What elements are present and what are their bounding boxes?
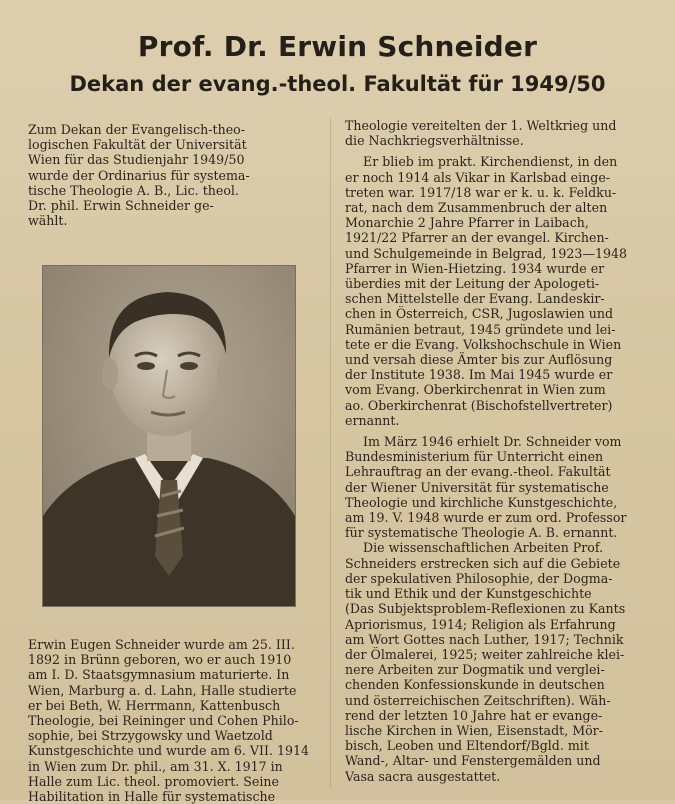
article-subtitle: Dekan der evang.-theol. Fakultät für 1949/50 [69,72,606,96]
text-line: der Ölmalerei, 1925; weiter zahlreiche klei- [345,646,625,662]
text-line: chen in Österreich, CSR, Jugoslawien und [345,306,614,322]
text-line: Schneiders erstrecken sich auf die Gebiete [345,555,621,571]
text-line: Lehrauftrag an der evang.-theol. Fakultät [345,464,611,480]
text-line: Halle zum Lic. theol. promoviert. Seine [28,773,279,789]
text-line: der Wiener Universität für systematische [345,479,609,495]
text-line: in Wien zum Dr. phil., am 31. X. 1917 in [28,758,283,774]
text-line: er noch 1914 als Vikar in Karlsbad einge- [345,169,611,185]
text-line: logischen Fakultät der Universität [28,137,247,153]
text-line: tete er die Evang. Volkshochschule in Wien [345,336,622,352]
text-line: rend der letzten 10 Jahre hat er evange- [345,707,603,723]
right-column [345,118,663,784]
text-line: für systematische Theologie A. B. ernannt. [345,525,618,541]
text-line: tische Theologie A. B., Lic. theol. [28,182,239,198]
text-line: Monarchie 2 Jahre Pfarrer in Laibach, [345,215,589,231]
text-line: ao. Oberkirchenrat (Bischofstellvertreter) [345,397,613,413]
text-line: Bundesministerium für Unterricht einen [345,449,604,465]
text-line: vom Evang. Oberkirchenrat in Wien zum [345,382,606,398]
text-line: Vasa sacra ausgestattet. [345,768,501,784]
text-line: schen Mittelstelle der Evang. Landeskir- [345,291,605,307]
portrait-image [43,266,295,606]
text-line: nere Arbeiten zur Dogmatik und verglei- [345,662,605,678]
text-line: Wand-, Altar- und Fenstergemälden und [345,753,601,769]
text-line: überdies mit der Leitung der Apologeti- [345,276,600,292]
text-line: Theologie, bei Reininger und Cohen Philo- [28,713,299,729]
text-line: und Schulgemeinde in Belgrad, 1923—1948 [345,245,628,261]
text-line: und österreichischen Zeitschriften). Wäh- [345,692,611,708]
text-line: Die wissenschaftlichen Arbeiten Prof. [363,540,604,556]
text-line: Rumänien betraut, 1945 gründete und lei- [345,321,616,337]
text-line: er bei Beth, W. Herrmann, Kattenbusch [28,697,281,713]
text-line: Erwin Eugen Schneider wurde am 25. III. [28,637,295,652]
text-line: 1921/22 Pfarrer an der evangel. Kirchen- [345,230,609,246]
text-line: Wien für das Studienjahr 1949/50 [28,152,245,168]
text-line: Habilitation in Halle für systematische [28,789,276,804]
career-paragraph [345,154,663,428]
text-line: rat, nach dem Zusammenbruch der alten [345,200,608,216]
text-line: Theologie und kirchliche Kunstgeschichte, [345,494,618,510]
text-line: Kunstgeschichte und wurde am 6. VII. 1914 [28,743,310,759]
text-line: bisch, Leoben und Eltendorf/Bgld. mit [345,738,589,754]
text-line: der spekulativen Philosophie, der Dogma- [345,570,613,586]
text-line: (Das Subjektsproblem-Reflexionen zu Kants [345,601,626,617]
professorship-paragraph [345,434,663,784]
text-line: die Nachkriegsverhältnisse. [345,133,524,149]
intro-paragraph [28,122,313,228]
text-line: Theologie vereitelten der 1. Weltkrieg und [345,118,617,133]
text-line: am Wort Gottes nach Luther, 1917; Technik [345,631,624,647]
text-line: Wien, Marburg a. d. Lahn, Halle studierte [28,682,297,698]
text-line: 1892 in Brünn geboren, wo er auch 1910 [28,652,292,668]
text-line: Er blieb im prakt. Kirchendienst, in den [363,154,618,170]
text-line: wählt. [28,213,68,229]
column-divider [330,118,331,788]
text-line: chenden Konfessionskunde in deutschen [345,677,605,693]
text-line: ernannt. [345,412,400,428]
text-line: Apriorismus, 1914; Religion als Erfahrung [345,616,616,632]
text-line: wurde der Ordinarius für systema- [28,167,250,183]
text-line: Dr. phil. Erwin Schneider ge- [28,198,214,214]
text-line: der Institute 1938. Im Mai 1945 wurde er [345,367,613,383]
text-line: sophie, bei Strzygowsky und Waetzold [28,728,273,744]
paragraph-continuation [345,118,663,148]
portrait-photo [42,265,296,607]
text-line: Pfarrer in Wien-Hietzing. 1934 wurde er [345,260,605,276]
text-line: lische Kirchen in Wien, Eisenstadt, Mör- [345,722,603,738]
text-line: tik und Ethik und der Kunstgeschichte [345,586,592,602]
text-line: Im März 1946 erhielt Dr. Schneider vom [363,434,622,450]
text-line: am I. D. Staatsgymnasium maturierte. In [28,667,290,683]
text-line: treten war. 1917/18 war er k. u. k. Feldku- [345,184,617,200]
biography-paragraph [28,637,313,804]
article-title: Prof. Dr. Erwin Schneider [137,30,538,63]
text-line: und versah diese Ämter bis zur Auflösung [345,352,613,368]
text-line: am 19. V. 1948 wurde er zum ord. Professor [345,510,627,526]
text-line: Zum Dekan der Evangelisch-theo- [28,122,245,137]
